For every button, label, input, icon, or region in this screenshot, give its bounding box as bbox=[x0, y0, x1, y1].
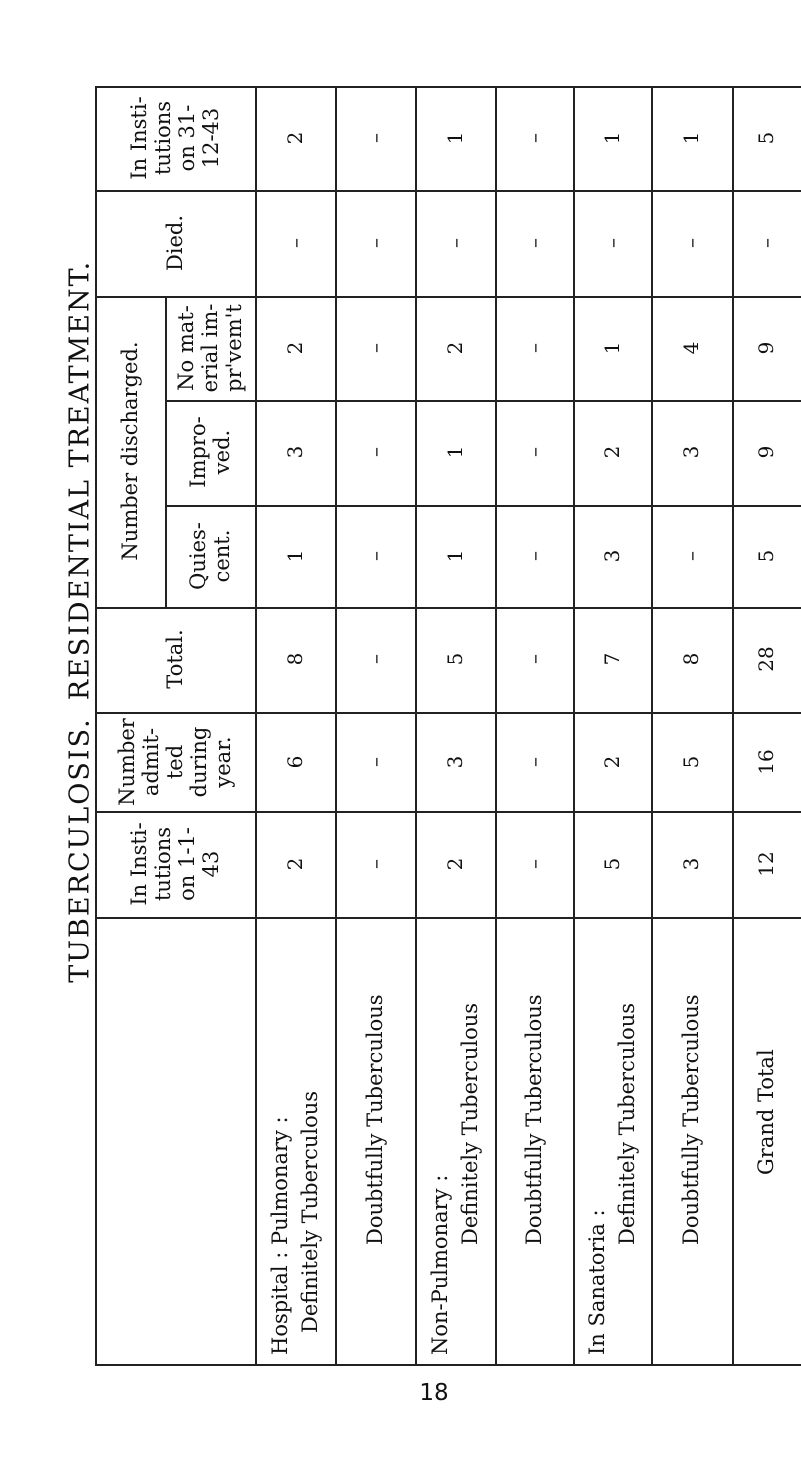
page-title-left: TUBERCULOSIS. bbox=[64, 717, 96, 983]
header-discharged-group: Number discharged. bbox=[118, 341, 142, 561]
table-cell: 3 bbox=[283, 445, 307, 459]
table-cell: – bbox=[522, 654, 546, 664]
table-cell: 9 bbox=[754, 341, 778, 355]
table-cell: 1 bbox=[283, 549, 307, 563]
table-cell: 1 bbox=[679, 131, 703, 145]
row-label: In Sanatoria : Definitely Tuberculous bbox=[585, 1002, 639, 1355]
header-in-institutions-end: In Insti- tutions on 31-12-43 bbox=[127, 96, 223, 180]
table-cell: 1 bbox=[443, 549, 467, 563]
table-cell: 5 bbox=[754, 131, 778, 145]
table-cell: – bbox=[363, 238, 387, 248]
table-cell: 5 bbox=[679, 755, 703, 769]
table-cell: 2 bbox=[600, 445, 624, 459]
table-cell: 2 bbox=[283, 341, 307, 355]
table-cell: – bbox=[363, 654, 387, 664]
table-cell: 3 bbox=[679, 445, 703, 459]
table-cell: 16 bbox=[754, 749, 778, 775]
table-cell: 2 bbox=[600, 755, 624, 769]
table-cell: 2 bbox=[283, 131, 307, 145]
table-cell: – bbox=[522, 757, 546, 767]
table-cell: – bbox=[283, 238, 307, 248]
table-cell: – bbox=[363, 343, 387, 353]
table-cell: – bbox=[363, 133, 387, 143]
table-cell: – bbox=[363, 551, 387, 561]
table-cell: – bbox=[363, 447, 387, 457]
table-cell: 1 bbox=[600, 131, 624, 145]
header-died: Died. bbox=[163, 214, 187, 272]
header-quiescent: Quies- cent. bbox=[186, 522, 234, 590]
table-cell: – bbox=[522, 859, 546, 869]
table-cell: 2 bbox=[443, 857, 467, 871]
header-no-material: No mat- erial im- pr'vem't bbox=[174, 303, 246, 393]
header-improved: Impro- ved. bbox=[186, 416, 234, 488]
row-label: Grand Total bbox=[754, 1049, 778, 1175]
table-cell: 1 bbox=[600, 341, 624, 355]
table-cell: 7 bbox=[600, 652, 624, 666]
table-cell: 3 bbox=[679, 857, 703, 871]
table-cell: 3 bbox=[443, 755, 467, 769]
table-cell: – bbox=[679, 238, 703, 248]
table-cell: – bbox=[522, 551, 546, 561]
table-cell: – bbox=[363, 757, 387, 767]
header-total: Total. bbox=[163, 629, 187, 689]
row-label: Non-Pulmonary : Definitely Tuberculous bbox=[428, 1002, 482, 1355]
row-label: Doubtfully Tuberculous bbox=[679, 994, 703, 1245]
table-cell: 8 bbox=[283, 652, 307, 666]
table-cell: 6 bbox=[283, 755, 307, 769]
table-cell: 5 bbox=[600, 857, 624, 871]
table-cell: – bbox=[363, 859, 387, 869]
table-cell: 1 bbox=[443, 131, 467, 145]
row-label: Doubtfully Tuberculous bbox=[363, 994, 387, 1245]
table-cell: – bbox=[443, 238, 467, 248]
table-cell: 2 bbox=[283, 857, 307, 871]
table-cell: 1 bbox=[443, 445, 467, 459]
table-cell: – bbox=[522, 447, 546, 457]
table-cell: – bbox=[522, 343, 546, 353]
table-cell: – bbox=[679, 551, 703, 561]
row-label: Doubtfully Tuberculous bbox=[522, 994, 546, 1245]
table-cell: – bbox=[754, 238, 778, 248]
table-cell: 12 bbox=[754, 851, 778, 877]
table-cell: – bbox=[522, 238, 546, 248]
row-label: Hospital : Pulmonary : Definitely Tuberculous bbox=[268, 1090, 322, 1355]
table-cell: 4 bbox=[679, 341, 703, 355]
table-cell: 2 bbox=[443, 341, 467, 355]
header-in-institutions-start: In Insti- tutions on 1-1-43 bbox=[127, 822, 223, 906]
table-cell: 8 bbox=[679, 652, 703, 666]
page-title-right: RESIDENTIAL TREATMENT. bbox=[64, 259, 96, 701]
table-cell: – bbox=[522, 133, 546, 143]
table-cell: 28 bbox=[754, 646, 778, 672]
table-cell: 9 bbox=[754, 445, 778, 459]
table-cell: 5 bbox=[443, 652, 467, 666]
header-admitted: Number admit- ted during year. bbox=[115, 718, 235, 806]
page-number: 18 bbox=[419, 1380, 449, 1406]
table-cell: – bbox=[600, 238, 624, 248]
table-cell: 3 bbox=[600, 549, 624, 563]
table-cell: 5 bbox=[754, 549, 778, 563]
